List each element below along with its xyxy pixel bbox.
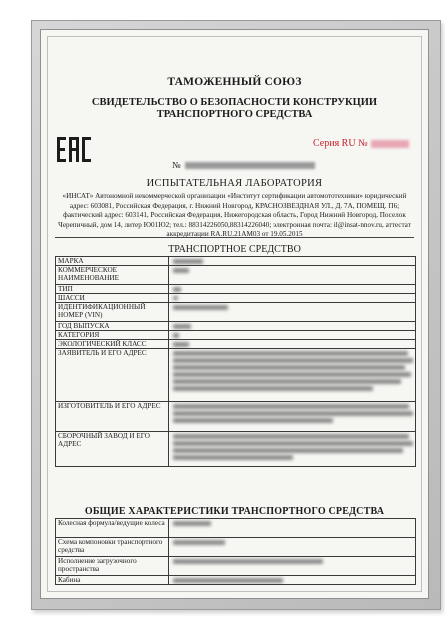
row-label: ТИП: [56, 285, 169, 294]
certificate-number-redacted: [185, 162, 315, 169]
series-number-redacted: [371, 140, 409, 148]
row-value: [169, 402, 416, 432]
vehicle-table: [55, 256, 416, 467]
row-value: [169, 257, 416, 266]
row-label: ЭКОЛОГИЧЕСКИЙ КЛАСС: [56, 340, 169, 349]
table-row: [56, 557, 416, 576]
table-row: [56, 519, 416, 538]
row-value: [169, 432, 416, 467]
row-value: [169, 266, 416, 285]
row-label: Колесная формула/ведущие колеса: [56, 519, 169, 538]
row-value: [169, 340, 416, 349]
lab-description: «ИНСАТ» Автономной некоммерческой организации «Институт сертификации автомототехники» юридический адрес: 603081, Российская Федерация, г. Нижний Новгород, КРАСНОЗВЕЗДНАЯ УЛ., Д. 7А, ПОМЕЩ. П6; фактический адрес: 603141, Российская Федерация, Нижегородская область, Город Нижний Новгород, Поселок Черепичный, дом 14, литер Ю01Ю2; тел.: 88314226050,88314226040; электронная почта: il@insat-nnov.ru, аттестат аккредитации RA.RU.21AM03 от 19.05.2015: [58, 192, 411, 239]
table-row: [56, 331, 416, 340]
table-row: [56, 576, 416, 585]
row-value: [169, 557, 416, 576]
row-value: [169, 576, 416, 585]
row-label: СБОРОЧНЫЙ ЗАВОД И ЕГО АДРЕС: [56, 432, 169, 467]
table-row: [56, 294, 416, 303]
table-row: [56, 303, 416, 322]
row-value: [169, 303, 416, 322]
lab-title: ИСПЫТАТЕЛЬНАЯ ЛАБОРАТОРИЯ: [146, 178, 323, 189]
row-label: Схема компоновки транспортного средства: [56, 538, 169, 557]
row-label: КОММЕРЧЕСКОЕ НАИМЕНОВАНИЕ: [56, 266, 169, 285]
table-row: [56, 349, 416, 402]
series-label: Серия RU №: [313, 138, 368, 149]
row-label: ЗАЯВИТЕЛЬ И ЕГО АДРЕС: [56, 349, 169, 402]
number-prefix: №: [172, 160, 181, 170]
table-row: [56, 266, 416, 285]
table-row: [56, 322, 416, 331]
row-label: Кабина: [56, 576, 169, 585]
row-label: ШАССИ: [56, 294, 169, 303]
row-label: ГОД ВЫПУСКА: [56, 322, 169, 331]
row-label: МАРКА: [56, 257, 169, 266]
certificate-title-line2: ТРАНСПОРТНОГО СРЕДСТВА: [156, 109, 313, 120]
series-number: [313, 138, 409, 149]
row-value: [169, 294, 416, 303]
row-value: [169, 331, 416, 340]
table-row: [56, 402, 416, 432]
general-characteristics-table: [55, 518, 416, 585]
row-label: ИДЕНТИФИКАЦИОННЫЙ НОМЕР (VIN): [56, 303, 169, 322]
row-value: [169, 538, 416, 557]
certificate-number: [172, 160, 315, 170]
certificate-document: [40, 29, 429, 599]
table-row: [56, 340, 416, 349]
row-label: Исполнение загрузочного пространства: [56, 557, 169, 576]
row-label: КАТЕГОРИЯ: [56, 331, 169, 340]
certificate-title-line1: СВИДЕТЕЛЬСТВО О БЕЗОПАСНОСТИ КОНСТРУКЦИИ: [91, 97, 378, 108]
table-row: [56, 538, 416, 557]
row-label: ИЗГОТОВИТЕЛЬ И ЕГО АДРЕС: [56, 402, 169, 432]
general-section-title: ОБЩИЕ ХАРАКТЕРИСТИКИ ТРАНСПОРТНОГО СРЕДСТВА: [84, 506, 385, 517]
vehicle-section-title: ТРАНСПОРТНОЕ СРЕДСТВО: [168, 244, 301, 255]
table-row: [56, 432, 416, 467]
table-row: [56, 257, 416, 266]
certificate-title: [41, 97, 428, 121]
section-divider: [55, 237, 414, 238]
union-title: ТАМОЖЕННЫЙ СОЮЗ: [167, 76, 302, 88]
row-value: [169, 519, 416, 538]
table-row: [56, 285, 416, 294]
row-value: [169, 285, 416, 294]
eac-mark-icon: [55, 131, 93, 169]
row-value: [169, 349, 416, 402]
row-value: [169, 322, 416, 331]
